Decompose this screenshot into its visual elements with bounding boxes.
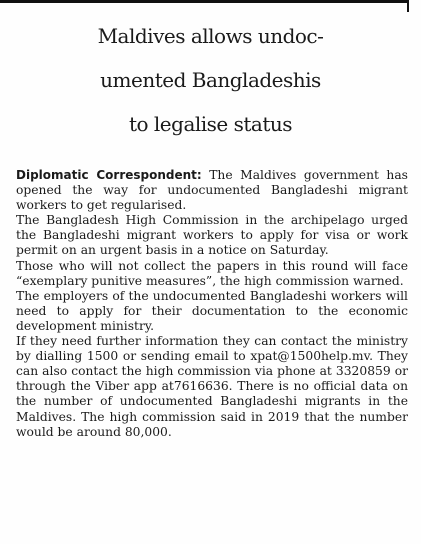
headline (0, 14, 421, 146)
article-body (16, 168, 408, 440)
article-paragraph-1 (16, 168, 408, 213)
article-paragraph-2: The Bangladesh High Commission in the archipelago urged the Bangladeshi migrant workers to apply for visa or work permit on an urgent basis in a notice on Saturday. (16, 213, 408, 258)
headline-line-3: to legalise status (128, 112, 293, 136)
article-paragraph-5: If they need further information they can contact the ministry by dialling 1500 or sending email to xpat@1500help.mv. They can also contact the high commission via phone at 3320859 or through the Viber app at7616636. There is no official data on the number of undocumented Bangladeshi migrants in the Maldives. The high commission said in 2019 that the number would be around 80,000. (16, 334, 408, 439)
corner-rule (407, 0, 409, 12)
headline-line-2: umented Bangladeshis (100, 68, 321, 92)
article-paragraph-4: The employers of the undocumented Bangladeshi workers will need to apply for their documentation to the economic development ministry. (16, 288, 408, 333)
headline-line-1: Maldives allows undoc- (97, 24, 324, 48)
paragraph-1-text: The Maldives government has opened the way for undocumented Bangladeshi migrant workers to get regularised. (16, 168, 408, 213)
top-rule (0, 0, 408, 3)
byline: Diplomatic Correspondent: (16, 168, 202, 182)
article-paragraph-3: Those who will not collect the papers in this round will face “exemplary punitive measures”, the high commission warned. (16, 258, 408, 288)
